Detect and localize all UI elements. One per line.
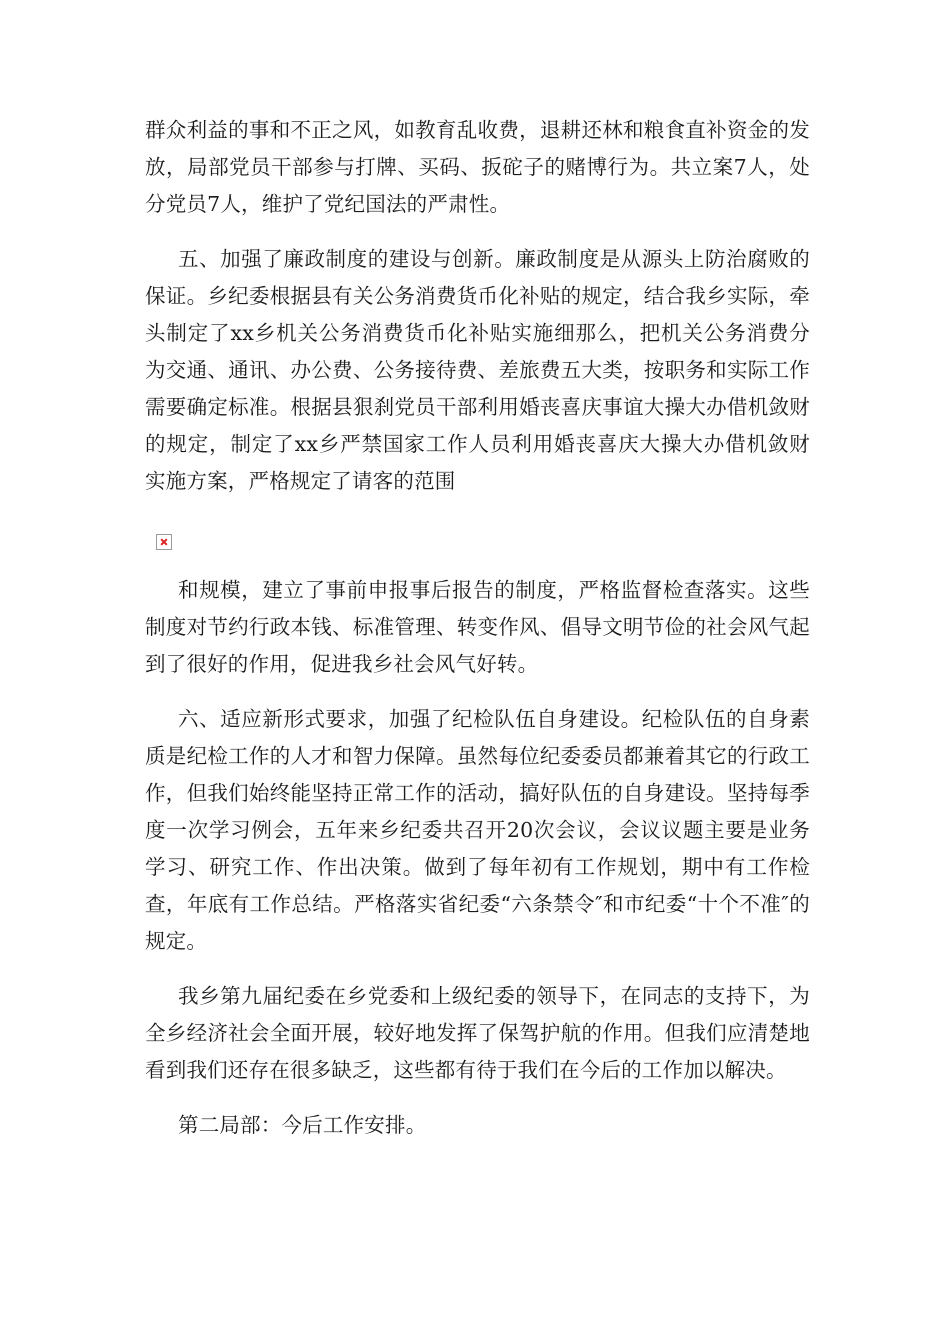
paragraph-4: 六、适应新形式要求，加强了纪检队伍自身建设。纪检队伍的自身素质是纪检工作的人才和智力保障。虽然每位纪委委员都兼着其它的行政工作，但我们始终能坚持正常工作的活动，搞好队伍的自身建设。坚持每季度一次学习例会，五年来乡纪委共召开20次会议，会议议题主要是业务学习、研究工作、作出决策。做到了每年初有工作规划，期中有工作检查，年底有工作总结。严格落实省纪委“六条禁令″和市纪委“十个不准″的规定。 bbox=[145, 707, 810, 953]
paragraph-3: 和规模，建立了事前申报事后报告的制度，严格监督检查落实。这些制度对节约行政本钱、标准管理、转变作风、倡导文明节俭的社会风气起到了很好的作用，促进我乡社会风气好转。 bbox=[145, 578, 810, 676]
paragraph-1: 群众利益的事和不正之风，如教育乱收费，退耕还林和粮食直补资金的发放，局部党员干部参与打牌、买码、扳砣子的赌博行为。共立案7人，处分党员7人，维护了党纪国法的严肃性。 bbox=[145, 118, 810, 216]
paragraph-5: 我乡第九届纪委在乡党委和上级纪委的领导下，在同志的支持下，为全乡经济社会全面开展，较好地发挥了保驾护航的作用。但我们应清楚地看到我们还存在很多缺乏，这些都有待于我们在今后的工作加以解决。 bbox=[145, 984, 810, 1082]
document-page bbox=[145, 112, 810, 1144]
broken-image-icon bbox=[156, 534, 172, 550]
paragraph-2: 五、加强了廉政制度的建设与创新。廉政制度是从源头上防治腐败的保证。乡纪委根据县有关公务消费货币化补贴的规定，结合我乡实际，牵头制定了xx乡机关公务消费货币化补贴实施细那么，把机关公务消费分为交通、通讯、办公费、公务接待费、差旅费五大类，按职务和实际工作需要确定标准。根据县狠刹党员干部利用婚丧喜庆事谊大操大办借机敛财的规定，制定了xx乡严禁国家工作人员利用婚丧喜庆大操大办借机敛财实施方案，严格规定了请客的范围 bbox=[145, 247, 810, 493]
paragraph-6: 第二局部：今后工作安排。 bbox=[178, 1113, 427, 1137]
